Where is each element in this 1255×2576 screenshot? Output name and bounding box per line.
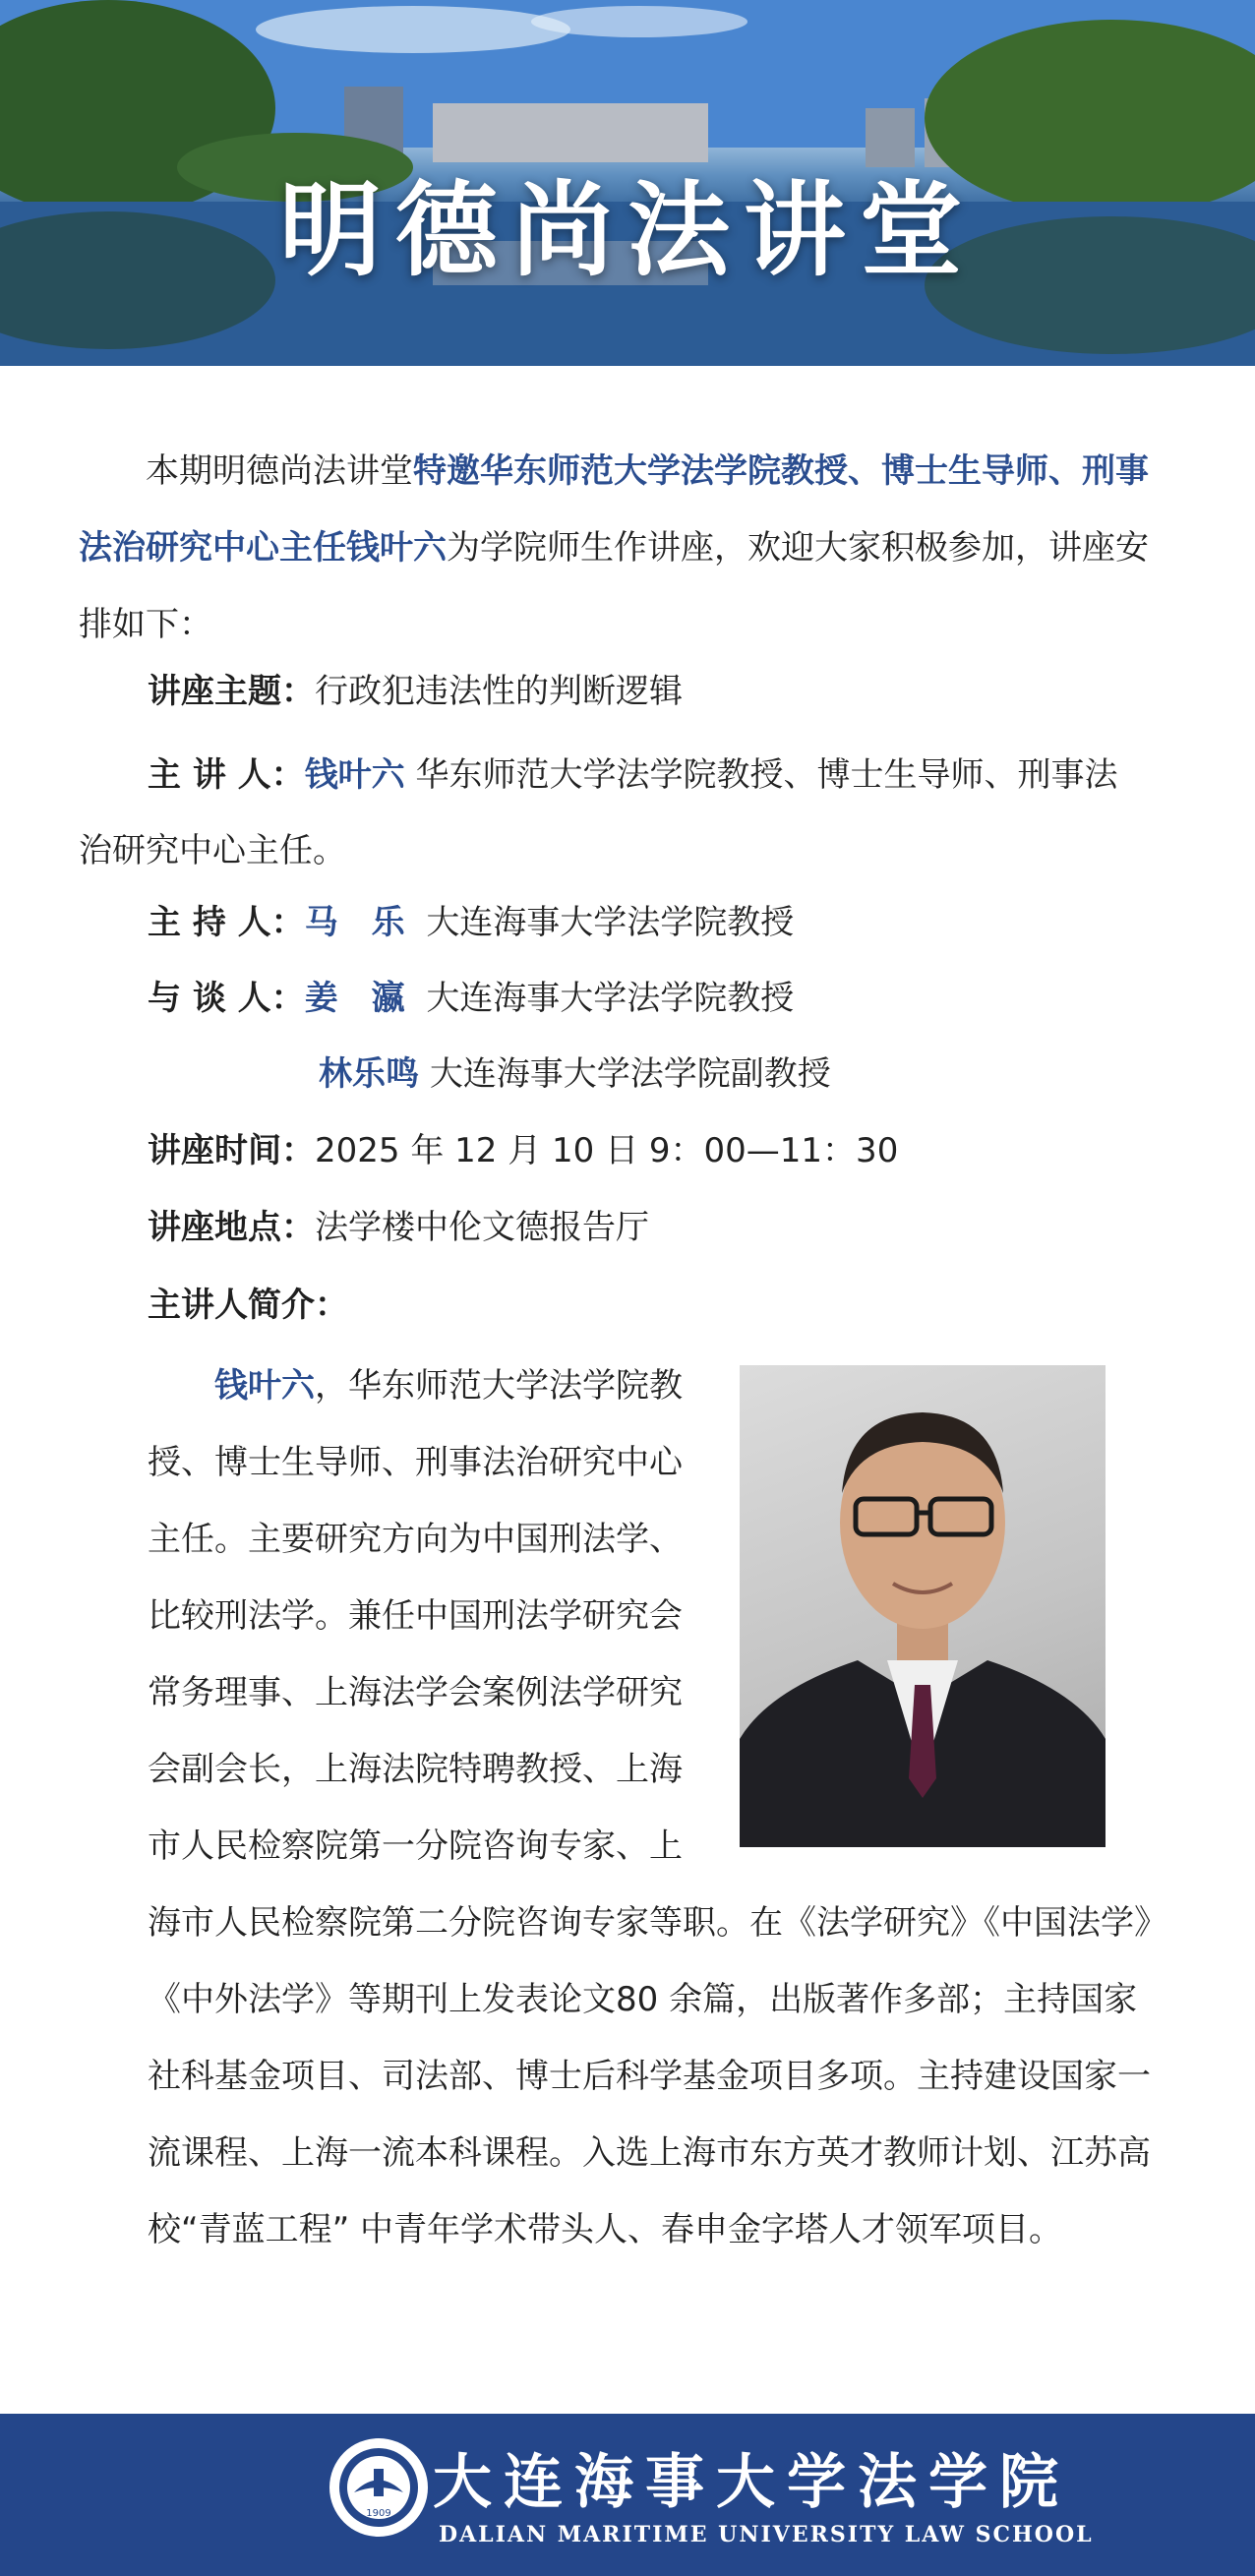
bio-name: 钱叶六 xyxy=(214,1366,315,1406)
bio-heading: 主讲人简介： xyxy=(148,1286,348,1325)
time-row xyxy=(148,1121,898,1180)
banner-title: 明德尚法讲堂 xyxy=(278,169,976,290)
intro-prefix: 本期明德尚法讲堂 xyxy=(146,451,413,491)
footer-name-cn: 大连海事大学法学院 xyxy=(433,2448,1070,2517)
topic-value: 行政犯违法性的判断逻辑 xyxy=(315,672,683,711)
bio-paragraph-bottom xyxy=(148,1885,1161,2268)
logo-year: 1909 xyxy=(366,2508,391,2519)
speaker-desc: 华东师范大学法学院教授、博士生导师、刑事法 xyxy=(415,755,1118,795)
speaker-row xyxy=(148,746,1118,805)
topic-row xyxy=(148,662,683,721)
discussant2-row xyxy=(319,1045,831,1104)
bio-heading-row xyxy=(148,1276,348,1335)
cloud xyxy=(531,6,747,37)
speaker-photo xyxy=(740,1365,1106,1847)
host-name: 马 乐 xyxy=(304,903,405,942)
speaker-label: 主 讲 人： xyxy=(148,755,305,795)
discussant-label: 与 谈 人： xyxy=(148,979,305,1018)
university-logo xyxy=(325,2433,433,2542)
time-label: 讲座时间： xyxy=(148,1131,315,1170)
portrait-illustration xyxy=(740,1365,1106,1847)
bio-text-top: ，华东师范大学法学院教授、博士生导师、刑事法治研究中心主任。主要研究方向为中国刑法学、比较刑法学。兼任中国刑法学研究会常务理事、上海法学会案例法学研究会副会长，上海法院特聘教授、上海市人民检察院第一分院咨询专家、上 xyxy=(148,1366,683,1866)
cloud xyxy=(256,6,570,53)
logo-anchor xyxy=(374,2469,384,2496)
discussant2-name: 林乐鸣 xyxy=(319,1054,419,1094)
host-desc: 大连海事大学法学院教授 xyxy=(426,903,795,942)
bio-text-bottom: 海市人民检察院第二分院咨询专家等职。在《法学研究》《中国法学》《中外法学》等期刊上发表论文80 余篇，出版著作多部；主持国家社科基金项目、司法部、博士后科学基金项目多项。主持建设国家一流课程、上海一流本科课程。入选上海市东方英才教师计划、江苏高校“青蓝工程” 中青年学术带头人、春申金字塔人才领军项目。 xyxy=(148,1903,1151,2249)
intro-highlight: 特邀华东师范大学法学院教授、博士生导师、刑事法治研究中心主任钱叶六 xyxy=(79,451,1149,568)
bio-paragraph-top xyxy=(148,1348,708,1885)
location-row xyxy=(148,1198,649,1257)
location-value: 法学楼中伦文德报告厅 xyxy=(315,1208,649,1247)
intro-suffix: 为学院师生作讲座，欢迎大家积极参加，讲座安排如下： xyxy=(79,528,1149,644)
banner xyxy=(0,0,1255,366)
footer-name-en: DALIAN MARITIME UNIVERSITY LAW SCHOOL xyxy=(439,2522,1094,2547)
location-label: 讲座地点： xyxy=(148,1208,315,1247)
speaker-name: 钱叶六 xyxy=(304,755,405,795)
intro-paragraph xyxy=(79,433,1161,663)
topic-label: 讲座主题： xyxy=(148,672,315,711)
footer xyxy=(0,2414,1255,2576)
host-row xyxy=(148,893,794,952)
discussant-row xyxy=(148,969,794,1028)
speaker-desc-cont: 治研究中心主任。 xyxy=(79,831,346,870)
discussant2-desc: 大连海事大学法学院副教授 xyxy=(429,1054,831,1094)
discussant1-desc: 大连海事大学法学院教授 xyxy=(426,979,795,1018)
discussant1-name: 姜 瀛 xyxy=(304,979,405,1018)
time-value: 2025 年 12 月 10 日 9：00—11：30 xyxy=(315,1131,899,1170)
host-label: 主 持 人： xyxy=(148,903,305,942)
speaker-row-cont xyxy=(79,821,346,880)
